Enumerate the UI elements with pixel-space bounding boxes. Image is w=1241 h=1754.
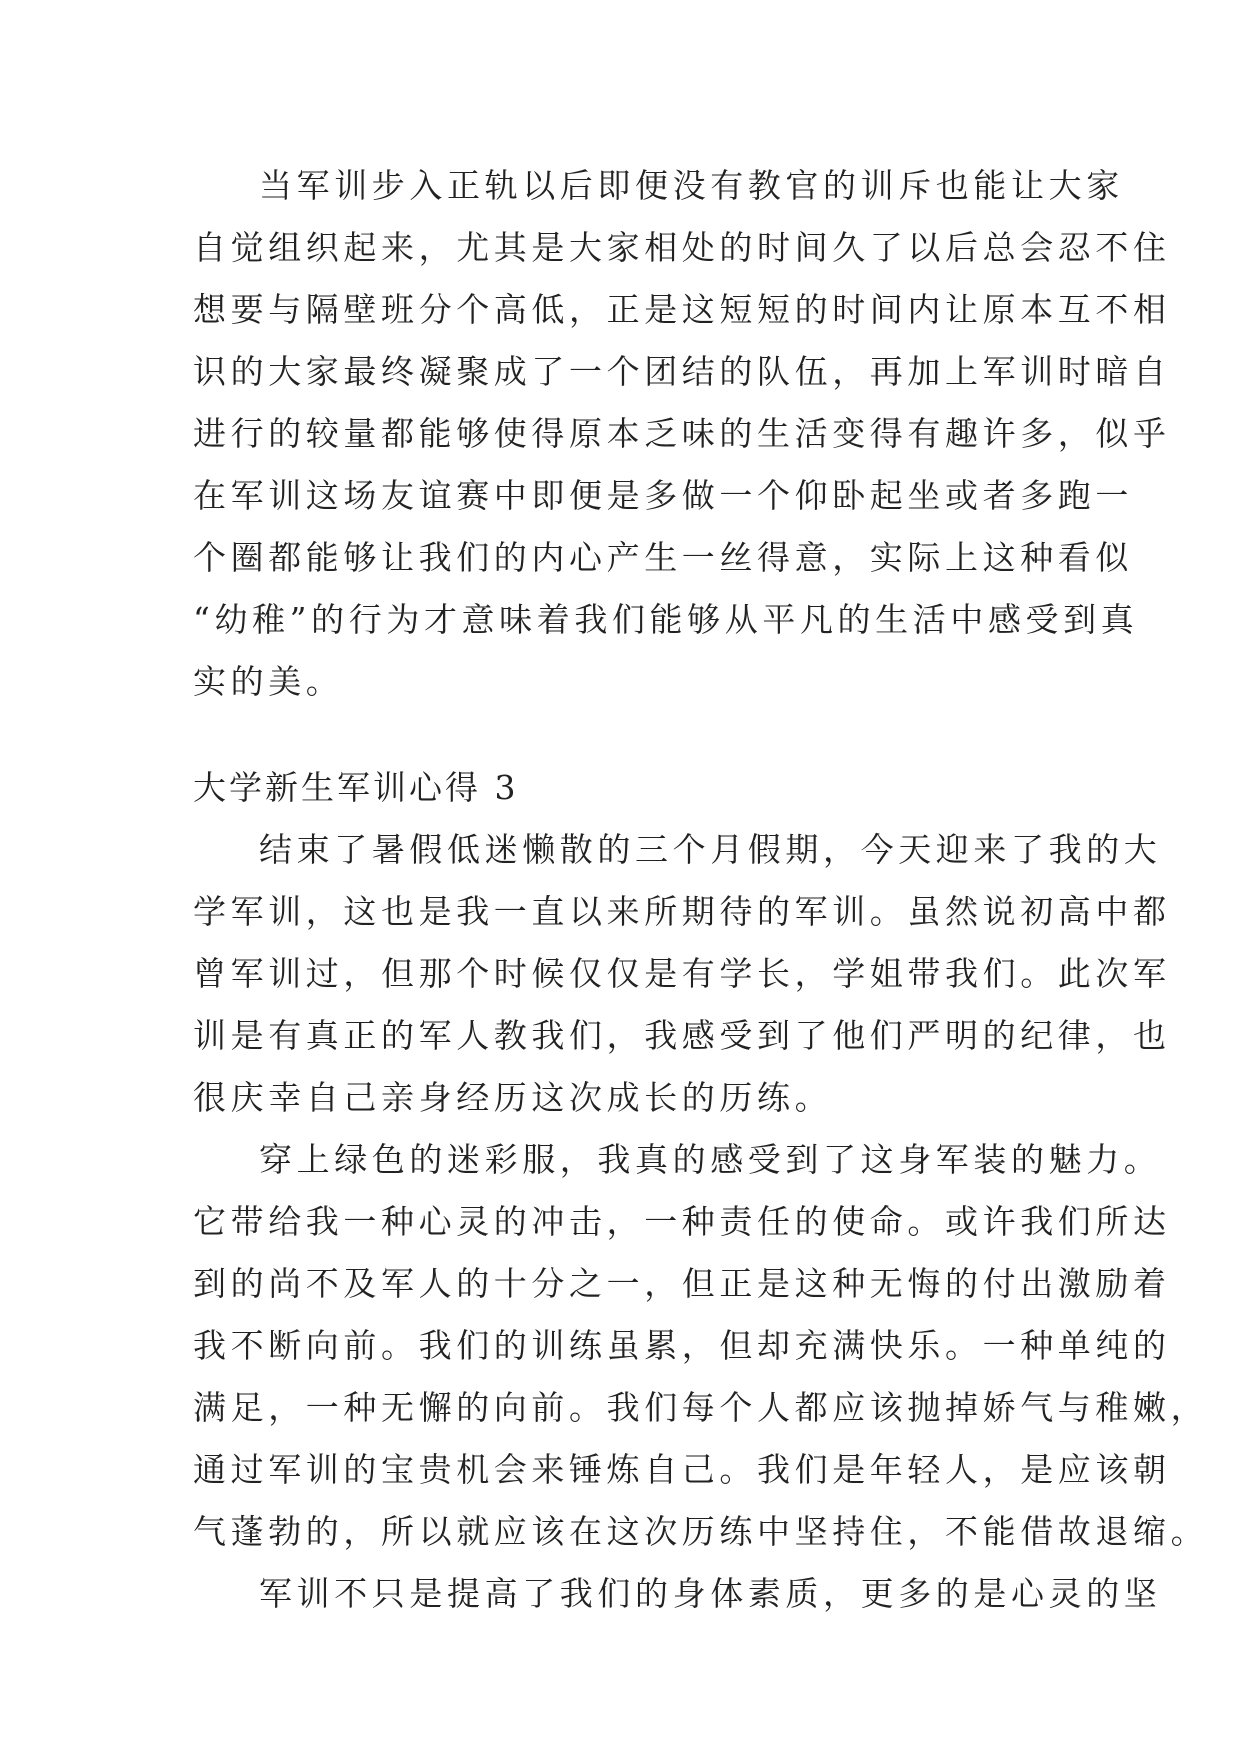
paragraph-line: 训是有真正的军人教我们，我感受到了他们严明的纪律，也 — [193, 1016, 1171, 1055]
paragraph-line: 穿上绿色的迷彩服，我真的感受到了这身军装的魅力。 — [259, 1140, 1162, 1179]
paragraph-line: 结束了暑假低迷懒散的三个月假期，今天迎来了我的大 — [259, 830, 1162, 869]
paragraph-line: 曾军训过，但那个时候仅仅是有学长，学姐带我们。此次军 — [193, 954, 1171, 993]
paragraph-line: 想要与隔壁班分个高低，正是这短短的时间内让原本互不相 — [193, 290, 1171, 329]
paragraph-line: 满足，一种无懈的向前。我们每个人都应该抛掉娇气与稚嫩， — [193, 1388, 1209, 1427]
paragraph-line: “幼稚”的行为才意味着我们能够从平凡的生活中感受到真 — [193, 600, 1139, 639]
paragraph-line: 识的大家最终凝聚成了一个团结的队伍，再加上军训时暗自 — [193, 352, 1171, 391]
paragraph-line: 自觉组织起来，尤其是大家相处的时间久了以后总会忍不住 — [193, 228, 1171, 267]
paragraph-line: 很庆幸自己亲身经历这次成长的历练。 — [193, 1078, 833, 1117]
paragraph-line: 到的尚不及军人的十分之一，但正是这种无悔的付出激励着 — [193, 1264, 1171, 1303]
paragraph-line: 个圈都能够让我们的内心产生一丝得意，实际上这种看似 — [193, 538, 1133, 577]
paragraph-line: 当军训步入正轨以后即便没有教官的训斥也能让大家 — [259, 166, 1124, 205]
paragraph-line: 在军训这场友谊赛中即便是多做一个仰卧起坐或者多跑一 — [193, 476, 1133, 515]
paragraph-line: 进行的较量都能够使得原本乏味的生活变得有趣许多，似乎 — [193, 414, 1171, 453]
paragraph-line: 气蓬勃的，所以就应该在这次历练中坚持住，不能借故退缩。 — [193, 1512, 1209, 1551]
paragraph-line: 学军训，这也是我一直以来所期待的军训。虽然说初高中都 — [193, 892, 1171, 931]
section-heading: 大学新生军训心得 3 — [193, 768, 519, 807]
paragraph-line: 我不断向前。我们的训练虽累，但却充满快乐。一种单纯的 — [193, 1326, 1171, 1365]
paragraph-line: 它带给我一种心灵的冲击，一种责任的使命。或许我们所达 — [193, 1202, 1171, 1241]
paragraph-line: 通过军训的宝贵机会来锤炼自己。我们是年轻人，是应该朝 — [193, 1450, 1171, 1489]
paragraph-line: 军训不只是提高了我们的身体素质，更多的是心灵的坚 — [259, 1574, 1162, 1613]
paragraph-line: 实的美。 — [193, 662, 344, 701]
